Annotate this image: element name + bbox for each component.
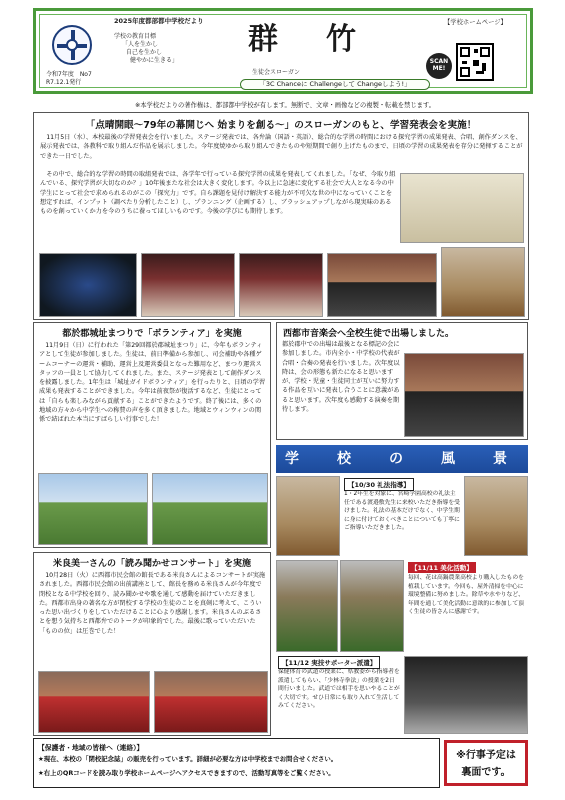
qr-code-icon[interactable] <box>456 43 494 81</box>
title-char-2: 竹 <box>326 22 356 57</box>
cleanup-label: 【11/11 美化活動】 <box>408 562 476 573</box>
presentation-article <box>33 112 529 320</box>
newsletter-header <box>33 8 533 94</box>
parent-notice-line-1: ★現在、本校の「閉校記念誌」の販売を行っています。詳細が必要な方は中学校までお問合せください。 <box>38 755 338 763</box>
goal-line-1: 「人を生かし <box>122 41 159 48</box>
martial-arts-photo <box>404 656 528 734</box>
volunteer-article <box>33 322 271 548</box>
copyright-notice: ※本学校だよりの著作権は、都部都中学校が有します。無断で、文章・画像などの複製・転載を禁じます。 <box>134 102 436 109</box>
dance-photo <box>152 473 268 545</box>
concert-text: 10月28日（火）に西都市民会館の館長である米良さんによるコンサートが実施されました。西都市民会館の出前講座として、館長を務める米良さんが今年度で閉校となる中学校を回り、読み聞かせや歌を通して感動を届けていただきました。西都市出身の著名な方が閉校する学校の生徒のことを真剣に考えて、こういった思い出づくりをしていただけることに心より感謝します。米良さんのぶるさとを想う気持ちと西都弁でのトークが印象的でした。最後に歌っていただいた「ものの位」は圧巻でした！ <box>39 572 266 635</box>
issue-date: R7.12.1発行 <box>46 79 82 86</box>
concert-article <box>33 552 271 736</box>
scan-me-badge: SCAN ME! <box>426 53 452 79</box>
stage-vr-photo <box>141 253 235 317</box>
music-concert-photo <box>404 353 524 437</box>
cleanup-text: 毎回、花は高鍋農業高校より購入したものを植栽しています。今回も、屋外清掃を中心に環境整備に努めました。除草や水やりなど、年間を通して美化活動に意欲的に参加して頂く生徒の皆さんに感謝です。 <box>408 575 524 616</box>
martial-arts-label: 【11/12 実技サポーター派遣】 <box>278 656 380 669</box>
student-council-slogan: 「3C Chanceに Challengeして Changeしよう!」 <box>240 79 430 90</box>
parent-notice-box <box>33 738 440 788</box>
parent-notice-line-2: ★右上のQRコードを読み取り学校ホームページへアクセスできますので、活動写真等をご覧ください。 <box>38 769 335 777</box>
festival-photo <box>38 473 148 545</box>
presentation-slide-photo <box>39 253 137 317</box>
parent-notice-title: 【保護者・地域の皆様へ（連絡）】 <box>38 744 144 752</box>
etiquette-label: 【10/30 礼法指導】 <box>344 478 414 491</box>
goals-label: 学校の教育目標 <box>114 33 157 40</box>
schedule-note <box>444 740 528 786</box>
schedule-note-line-1: ※行事予定は <box>456 750 516 761</box>
speech-photo <box>239 253 323 317</box>
cleanup-photo-1 <box>276 560 338 652</box>
martial-arts-text: 保健体育の武道の授業に、県教委から指導者を派遣してもらい、「少林寺拳法」の授業を2日間行いました。武道では相手を思いやることがく大切です。せひ日常にも取り入れて生活してみてください。 <box>278 669 400 710</box>
presentation-paragraph-2: その中で、総合的な学習の時間の取組発表では、各学年で行っている探究学習の成果を発表してくれました。「なぜ、今取り組んでいる、探究学習が大切なのか？」10年後またな社会は大きく変化します。今以上に急速に変化する社会で大人となる今の中学生にとって社会で求められるのがこの「探究力」です。自ら課題を見付け解決する能力が不可欠な世の中になっていくことを想定すれば、インプット（調べたり分析したこと）し、プランニング（企画する）し、ブラッシュアップしながら現実味のあるものを創っていくか力を今のうちに養ってほしいものです。今後の学びにも期待します。 <box>40 171 396 216</box>
etiquette-photo-1 <box>276 476 340 556</box>
etiquette-photo-2 <box>464 476 528 556</box>
speaker-photo <box>441 247 525 317</box>
scenery-section <box>276 476 528 736</box>
music-article <box>276 322 528 440</box>
music-heading: 西都市音楽会へ全校生徒で出場しました。 <box>283 329 455 339</box>
schedule-note-line-2: 裏面です。 <box>461 767 511 778</box>
concert-audience-photo <box>38 671 150 733</box>
title-char-1: 群 <box>248 22 278 57</box>
music-text: 都於郡中での出場は最後となる標記の会に参加しました。市内全小・中学校の代表が合唱・合奏の発表を行いました。次年度以降は、会の形態も新たになると思いますが、学校・児童・生徒同士が互いに努力する作品を互いに発表し合うことに意義があると思います。次年度も感動する演奏を期待します。 <box>282 341 400 414</box>
slogan-label: 生徒会スローガン <box>252 69 300 76</box>
school-scenery-banner: 学 校 の 風 景 <box>276 445 528 473</box>
goal-line-2: 自己を生かし <box>126 49 163 56</box>
homepage-label: 【学校ホームページ】 <box>444 19 507 26</box>
cleanup-photo-2 <box>340 560 404 652</box>
etiquette-text: 1・2年生を対象に、宮崎学園高校の礼法主任である渡邉敷先生に来校いただき指導を受けました。礼法の基本だけでなく、中学生期に身に付けておくべきことについても丁寧にご指導いただきました。 <box>344 491 460 532</box>
choir-photo <box>327 253 437 317</box>
volunteer-text: 11月9日（日）に行われた「第29回都於郡城址まつり」に、今年もボランティアとして生徒が参加しました。生徒は、前日準備から参加し、司会補助や各種ゲームコーナーの運営・補助、運営上及運営委員となった難用など、まつり運営スタッフの一員として協力してくれました。また、ステージ発表として創作ダンスを披露しました。1年生は「城址ガイドボランティア」を行ったりと、日頃の学習成果も発表することができました。今年は前夜祭が復活するなど、生徒にとっては「自らも楽しみながら貢献する」ことができたようです。終了後には、多くの地域の方々から中学生への称賛の声を多く頂きました。地域とウィンウィンの関係で結ばれた本当にすばらしい行事でした！ <box>39 342 266 424</box>
exhibit-photo <box>400 173 524 243</box>
volunteer-heading: 都於郡城址まつりで「ボランティア」を実施 <box>62 329 242 339</box>
presentation-heading: 「点晴開眼～79年の幕開じへ 始まりを創る～」のスローガンのもと、学習発表会を実施！ <box>85 120 477 131</box>
issue-title: 2025年度都部都中学校だより <box>114 17 204 25</box>
goal-line-3: 健やかに生きる」 <box>130 57 179 64</box>
concert-stage-photo <box>154 671 268 733</box>
issue-number: 令和7年度 No7 <box>46 71 92 78</box>
school-crest-icon <box>52 25 92 65</box>
concert-heading: 米良美一さんの「読み聞かせコンサート」を実施 <box>52 559 251 569</box>
presentation-paragraph-1: 11月5日（水）、本校最後の学習発表会を行いました。ステージ発表では、各弁論（国語・英語）、総合的な学習の時間における探究学習の成果発表、合唱、創作ダンスを、展示発表では、各教科で取り組んだ作品を展示しました。今年度焼ゆから取り組んできたものや短期間で創り上げたものまで、日頃の学習の成果発表を存分に発揮することができた一日でした。 <box>40 134 523 160</box>
